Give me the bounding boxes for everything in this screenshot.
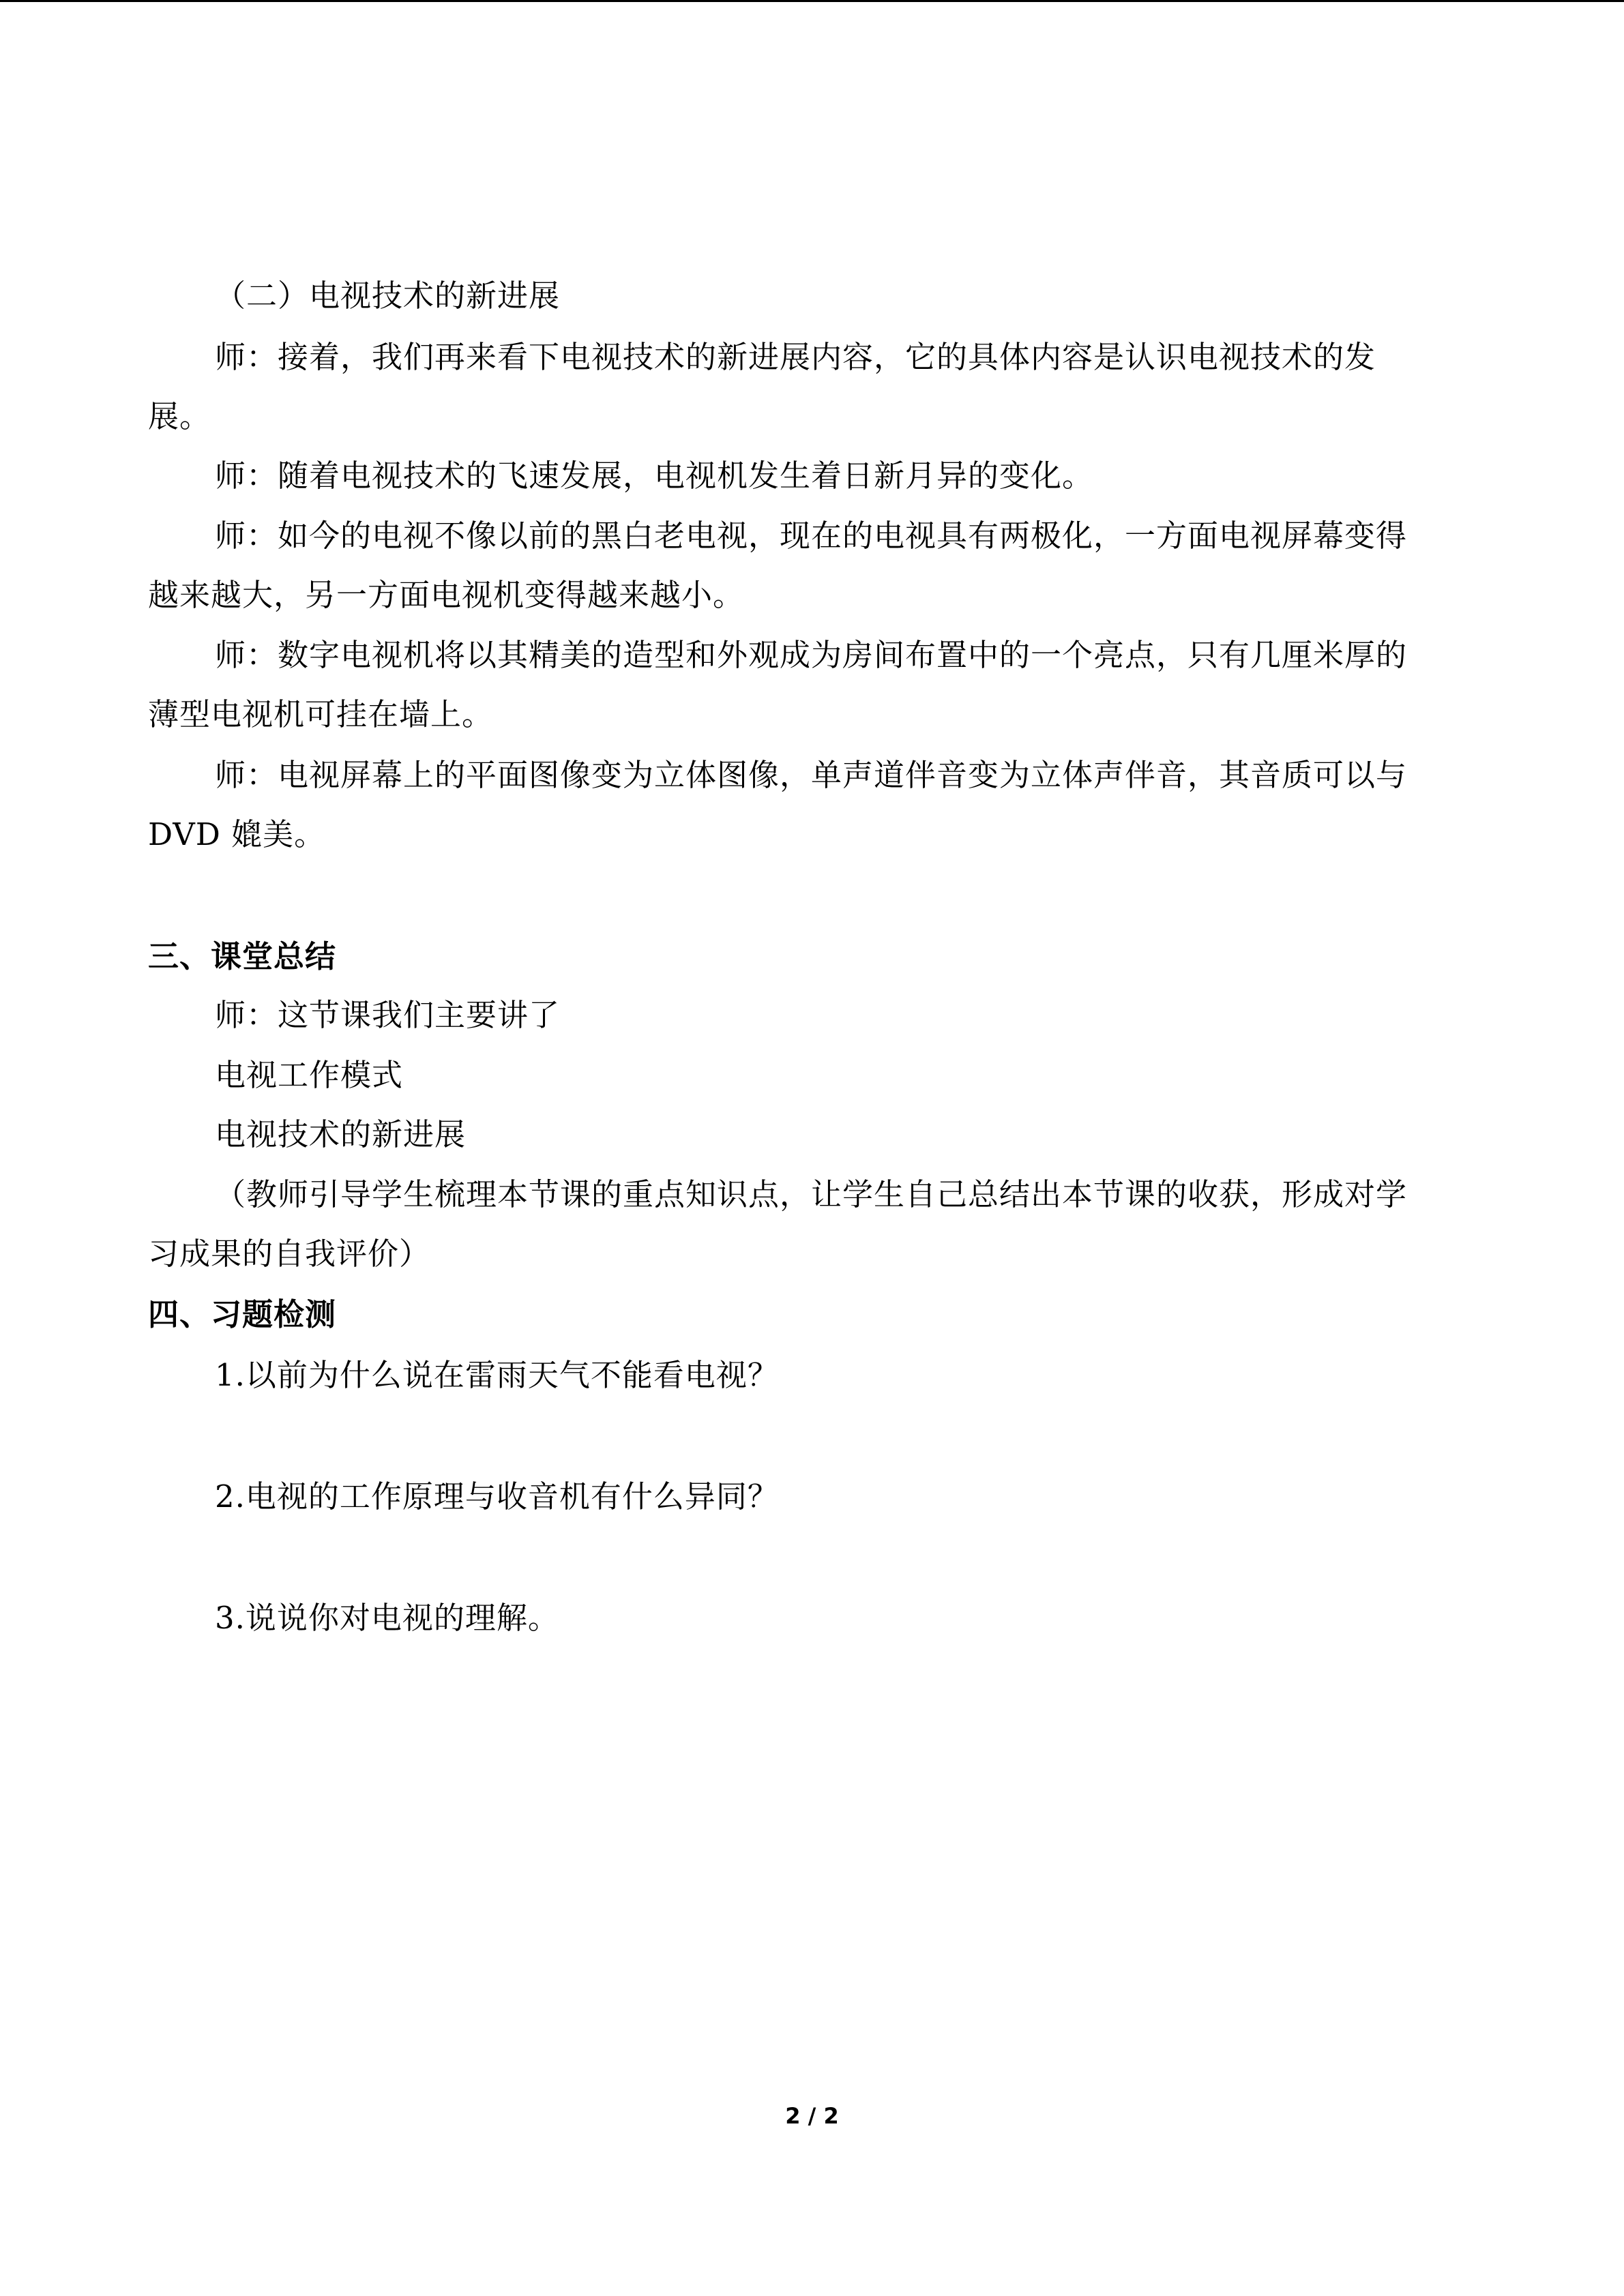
subheading-tv-tech-progress: （二）电视技术的新进展 <box>215 278 561 314</box>
paragraph-line: 薄型电视机可挂在墙上。 <box>148 696 494 732</box>
exercise-question: 2.电视的工作原理与收音机有什么异同？ <box>215 1478 779 1515</box>
paragraph-line: 展。 <box>148 398 211 434</box>
paragraph-line: 习成果的自我评价） <box>148 1236 431 1272</box>
paragraph-line: 师：接着，我们再来看下电视技术的新进展内容，它的具体内容是认识电视技术的发 <box>215 339 1376 375</box>
exercise-question: 1.以前为什么说在雷雨天气不能看电视？ <box>215 1357 779 1393</box>
exercise-question: 3.说说你对电视的理解。 <box>215 1600 559 1636</box>
paragraph-line: 越来越大，另一方面电视机变得越来越小。 <box>148 577 745 613</box>
paragraph-line: 师：如今的电视不像以前的黑白老电视，现在的电视具有两极化，一方面电视屏幕变得 <box>215 518 1408 554</box>
paragraph-line: 师：这节课我们主要讲了 <box>215 997 561 1033</box>
paragraph-line: 师：数字电视机将以其精美的造型和外观成为房间布置中的一个亮点，只有几厘米厚的 <box>215 637 1408 673</box>
page-number: 2 / 2 <box>785 2103 839 2129</box>
paragraph-line: （教师引导学生梳理本节课的重点知识点，让学生自己总结出本节课的收获，形成对学 <box>215 1176 1408 1212</box>
section-heading-exercises: 四、习题检测 <box>148 1296 337 1332</box>
section-heading-summary: 三、课堂总结 <box>148 938 337 974</box>
paragraph-line: 电视技术的新进展 <box>215 1116 467 1152</box>
paragraph-line: 师：随着电视技术的飞速发展，电视机发生着日新月异的变化。 <box>215 458 1094 494</box>
paragraph-line: 电视工作模式 <box>215 1057 404 1093</box>
paragraph-line: 师：电视屏幕上的平面图像变为立体图像，单声道伴音变为立体声伴音，其音质可以与 <box>215 757 1408 793</box>
paragraph-line: DVD 媲美。 <box>148 816 326 852</box>
